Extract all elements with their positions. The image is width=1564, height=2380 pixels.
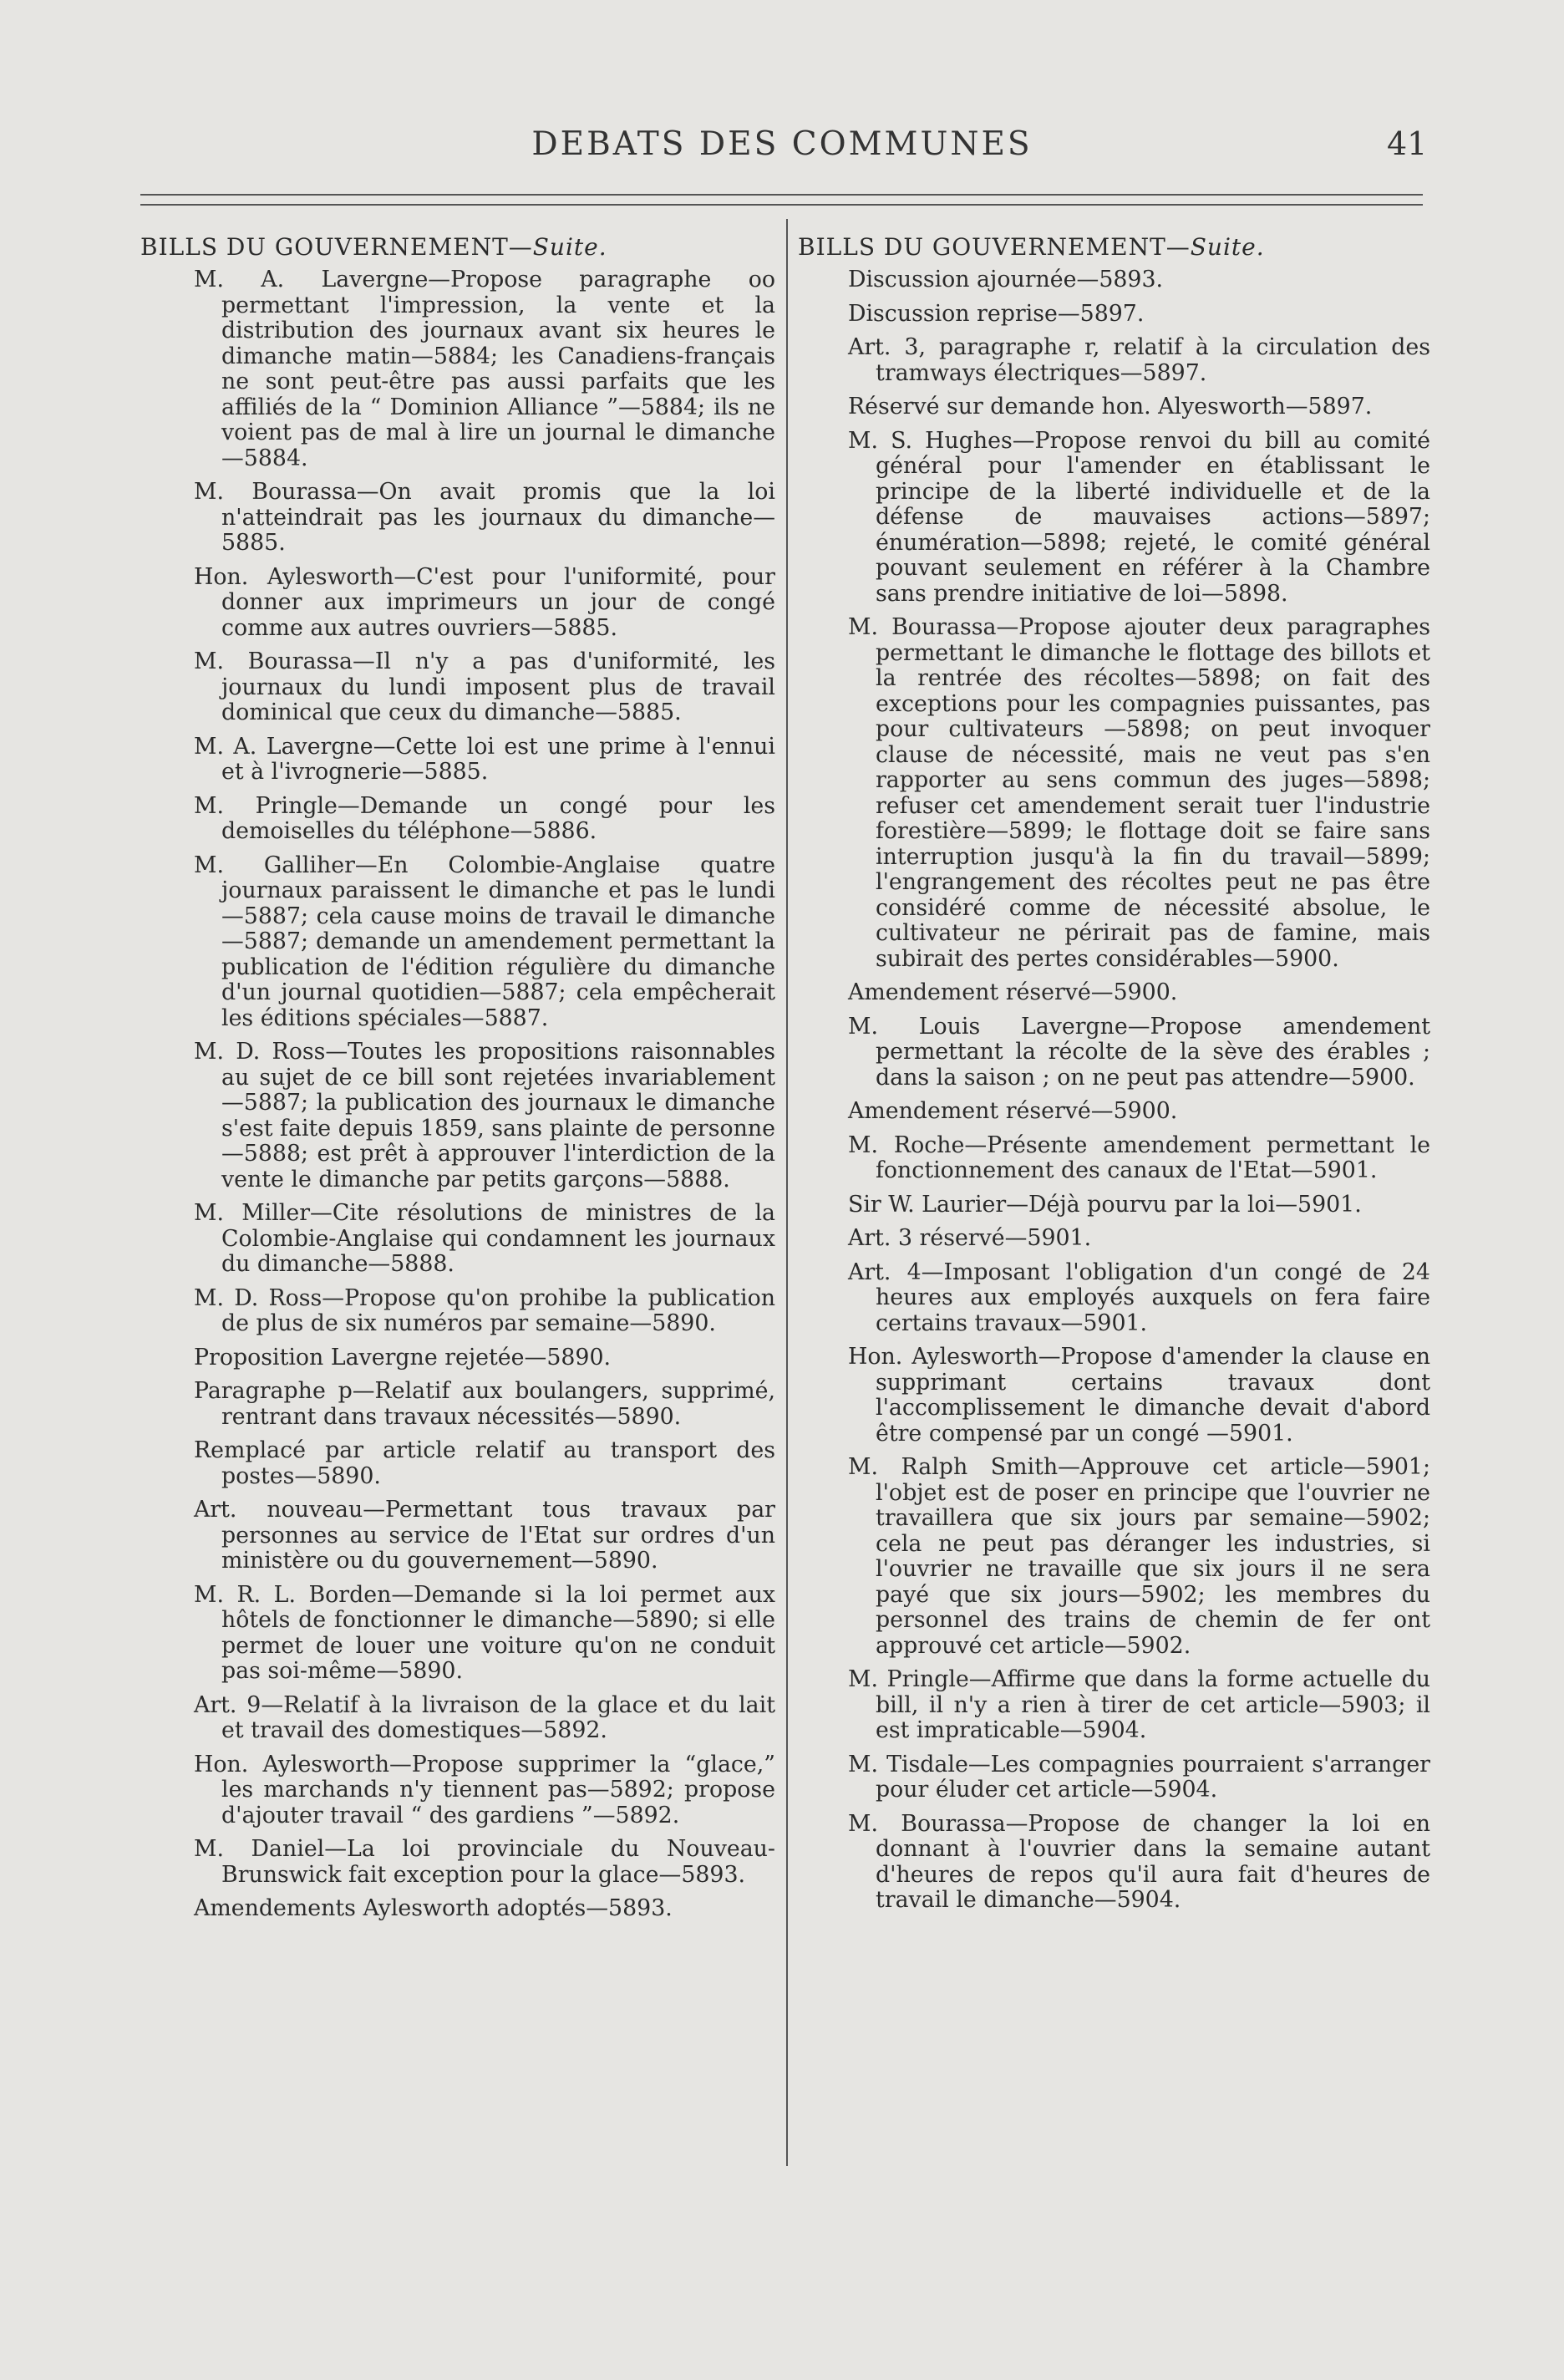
right-entries [798, 267, 1430, 1914]
index-entry: Hon. Aylesworth—Propose supprimer la “glace,” les marchands n'y tiennent pas—5892; propose d'ajouter travail “ des gardiens ”—5892. [194, 1751, 775, 1828]
index-entry: Discussion reprise—5897. [848, 300, 1145, 327]
left-heading-text: BILLS DU GOUVERNEMENT— [140, 233, 533, 261]
index-entry: M. Tisdale—Les compagnies pourraient s'arranger pour éluder cet article—5904. [848, 1751, 1430, 1803]
index-entry: M. Bourassa—Propose de changer la loi en donnant à l'ouvrier dans la semaine autant d'heures de repos qu'il aura fait d'heures de travail le dimanche—5904. [848, 1810, 1430, 1913]
index-entry: M. D. Ross—Toutes les propositions raisonnables au sujet de ce bill sont rejetées invariablement—5887; la publication des journaux le dimanche s'est faite depuis 1859, sans plainte de personne —5888; est prêt à approuver l'interdiction de la vente le dimanche par petits garçons—5888. [194, 1039, 775, 1193]
index-entry: M. Bourassa—On avait promis que la loi n'atteindrait pas les journaux du dimanche—5885. [194, 479, 775, 556]
header-rule [140, 194, 1423, 206]
index-entry: Amendements Aylesworth adoptés—5893. [194, 1895, 673, 1921]
index-entry: M. R. L. Borden—Demande si la loi permet aux hôtels de fonctionner le dimanche—5890; si elle permet de louer une voiture qu'on ne conduit pas soi-même—5890. [194, 1581, 775, 1684]
index-entry: Amendement réservé—5900. [848, 1098, 1178, 1124]
right-column [798, 234, 1430, 1922]
right-heading-text: BILLS DU GOUVERNEMENT— [798, 233, 1191, 261]
page-header [0, 125, 1564, 175]
index-entry: Réservé sur demande hon. Alyesworth—5897. [848, 394, 1373, 420]
index-entry: Remplacé par article relatif au transport des postes—5890. [194, 1437, 775, 1489]
index-entry: M. Bourassa—Il n'y a pas d'uniformité, les journaux du lundi imposent plus de travail dominical que ceux du dimanche—5885. [194, 648, 775, 725]
index-entry: M. Pringle—Demande un congé pour les demoiselles du téléphone—5886. [194, 792, 775, 844]
left-column [140, 234, 775, 1930]
index-entry: M. Galliher—En Colombie-Anglaise quatre journaux paraissent le dimanche et pas le lundi—5887; cela cause moins de travail le dimanche—5887; demande un amendement permettant la publication de l'édition régulière du dimanche d'un journal quotidien—5887; cela empêcherait les éditions spéciales—5887. [194, 852, 775, 1031]
index-entry: Art. 3, paragraphe r, relatif à la circulation des tramways électriques—5897. [848, 334, 1430, 386]
index-entry: Amendement réservé—5900. [848, 979, 1178, 1005]
index-entry: M. Bourassa—Propose ajouter deux paragraphes permettant le dimanche le flottage des billots et la rentrée des récoltes—5898; on fait des exceptions pour les compagnies puissantes, pas pour cultivateurs —5898; on peut invoquer clause de nécessité, mais ne veut pas s'en rapporter au sens commun des juges—5898; refuser cet amendement serait tuer l'industrie forestière—5899; le flottage doit se faire sans interruption jusqu'à la fin du travail—5899; l'engrangement des récoltes peut ne pas être considéré comme de nécessité absolue, le cultivateur ne périrait pas de famine, mais subirait des pertes considérables—5900. [848, 614, 1430, 972]
column-divider [786, 219, 788, 2166]
right-column-heading [798, 234, 1430, 261]
index-entry: Art. nouveau—Permettant tous travaux par personnes au service de l'Etat sur ordres d'un ministère ou du gouvernement—5890. [194, 1497, 775, 1574]
index-entry: M. A. Lavergne—Propose paragraphe oo permettant l'impression, la vente et la distribution des journaux avant six heures le dimanche matin—5884; les Canadiens-français ne sont peut-être pas aussi parfaits que les affiliés de la “ Dominion Alliance ”—5884; ils ne voient pas de mal à lire un journal le dimanche—5884. [194, 267, 775, 471]
index-entry: M. S. Hughes—Propose renvoi du bill au comité général pour l'amender en établissant le principe de la liberté individuelle et de la défense de mauvaises actions—5897; énumération—5898; rejeté, le comité général pouvant seulement en référer à la Chambre sans prendre initiative de loi—5898. [848, 427, 1430, 607]
index-entry: M. A. Lavergne—Cette loi est une prime à l'ennui et à l'ivrognerie—5885. [194, 733, 775, 785]
index-entry: M. D. Ross—Propose qu'on prohibe la publication de plus de six numéros par semaine—5890. [194, 1284, 775, 1336]
index-entry: M. Daniel—La loi provinciale du Nouveau-Brunswick fait exception pour la glace—5893. [194, 1836, 775, 1888]
right-heading-suffix: Suite. [1190, 233, 1265, 261]
running-title: DEBATS DES COMMUNES [531, 125, 1033, 163]
index-entry: Art. 3 réservé—5901. [848, 1225, 1092, 1251]
index-entry: Hon. Aylesworth—C'est pour l'uniformité, pour donner aux imprimeurs un jour de congé comme aux autres ouvriers—5885. [194, 563, 775, 641]
left-column-heading [140, 234, 775, 261]
index-entry: Hon. Aylesworth—Propose d'amender la clause en supprimant certains travaux dont l'accomplissement le dimanche devait d'abord être compensé par un congé —5901. [848, 1344, 1430, 1447]
left-heading-suffix: Suite. [532, 233, 607, 261]
index-entry: Discussion ajournée—5893. [848, 267, 1164, 292]
index-entry: M. Miller—Cite résolutions de ministres de la Colombie-Anglaise qui condamnent les journaux du dimanche—5888. [194, 1200, 775, 1277]
index-entry: M. Louis Lavergne—Propose amendement permettant la récolte de la sève des érables ; dans la saison ; on ne peut pas attendre—5900. [848, 1013, 1430, 1091]
index-entry: M. Ralph Smith—Approuve cet article—5901; l'objet est de poser en principe que l'ouvrier ne travaillera que six jours par semaine—5902; cela ne peut pas déranger les industries, si l'ouvrier ne travaille que six jours il ne sera payé que six jours—5902; les membres du personnel des trains de chemin de fer ont approuvé cet article—5902. [848, 1454, 1430, 1659]
index-entry: Sir W. Laurier—Déjà pourvu par la loi—5901. [848, 1191, 1362, 1218]
index-entry: Paragraphe p—Relatif aux boulangers, supprimé, rentrant dans travaux nécessités—5890. [194, 1378, 775, 1430]
index-entry: M. Roche—Présente amendement permettant le fonctionnement des canaux de l'Etat—5901. [848, 1132, 1430, 1183]
index-entry: Proposition Lavergne rejetée—5890. [194, 1344, 612, 1371]
left-entries [140, 267, 775, 1922]
index-entry: M. Pringle—Affirme que dans la forme actuelle du bill, il n'y a rien à tirer de cet article—5903; il est impraticable—5904. [848, 1666, 1430, 1743]
index-entry: Art. 9—Relatif à la livraison de la glace et du lait et travail des domestiques—5892. [194, 1691, 775, 1743]
index-entry: Art. 4—Imposant l'obligation d'un congé de 24 heures aux employés auxquels on fera faire certains travaux—5901. [848, 1259, 1430, 1336]
page-number: 41 [1387, 125, 1428, 162]
